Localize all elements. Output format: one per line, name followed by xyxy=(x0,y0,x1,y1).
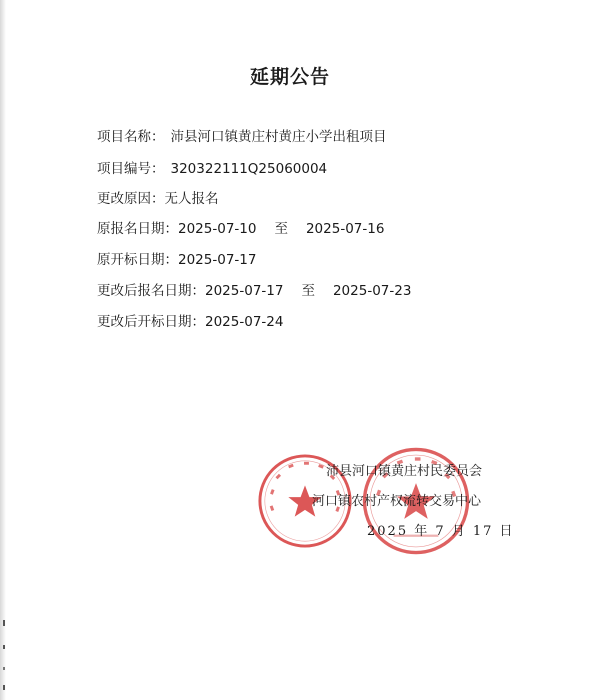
project-no-line xyxy=(97,160,327,178)
signature-date: 2025 年 7 月 17 日 xyxy=(367,524,515,539)
orig-reg-line xyxy=(97,220,384,238)
orig-open-line xyxy=(97,251,256,269)
orig-reg-start: 2025-07-10 xyxy=(178,221,257,237)
change-reason-line xyxy=(97,190,219,208)
signature-org1: 沛县河口镇黄庄村民委员会 xyxy=(326,464,483,479)
project-no-value: 320322111Q25060004 xyxy=(170,161,328,177)
change-reason-value: 无人报名 xyxy=(164,191,219,207)
new-reg-end: 2025-07-23 xyxy=(332,283,412,299)
orig-open-value: 2025-07-17 xyxy=(178,252,257,268)
project-name-label: 项目名称： xyxy=(97,129,165,145)
project-no-label: 项目编号： xyxy=(97,161,165,177)
new-open-line xyxy=(97,313,283,331)
change-reason-label: 更改原因： xyxy=(97,191,165,207)
project-name-line xyxy=(97,128,387,146)
new-reg-label: 更改后报名日期： xyxy=(97,283,205,299)
orig-reg-to: 至 xyxy=(274,221,288,237)
orig-reg-label: 原报名日期： xyxy=(97,221,178,237)
new-reg-to: 至 xyxy=(301,283,315,299)
new-open-value: 2025-07-24 xyxy=(205,314,284,330)
new-open-label: 更改后开标日期： xyxy=(97,314,205,330)
new-reg-start: 2025-07-17 xyxy=(205,283,284,299)
notice-title: 延期公告 xyxy=(249,66,330,88)
signature-org2: 河口镇农村产权流转交易中心 xyxy=(312,494,482,509)
orig-open-label: 原开标日期： xyxy=(97,252,178,268)
project-name-value: 沛县河口镇黄庄村黄庄小学出租项目 xyxy=(170,129,387,145)
orig-reg-end: 2025-07-16 xyxy=(305,221,385,237)
new-reg-line xyxy=(97,282,411,300)
